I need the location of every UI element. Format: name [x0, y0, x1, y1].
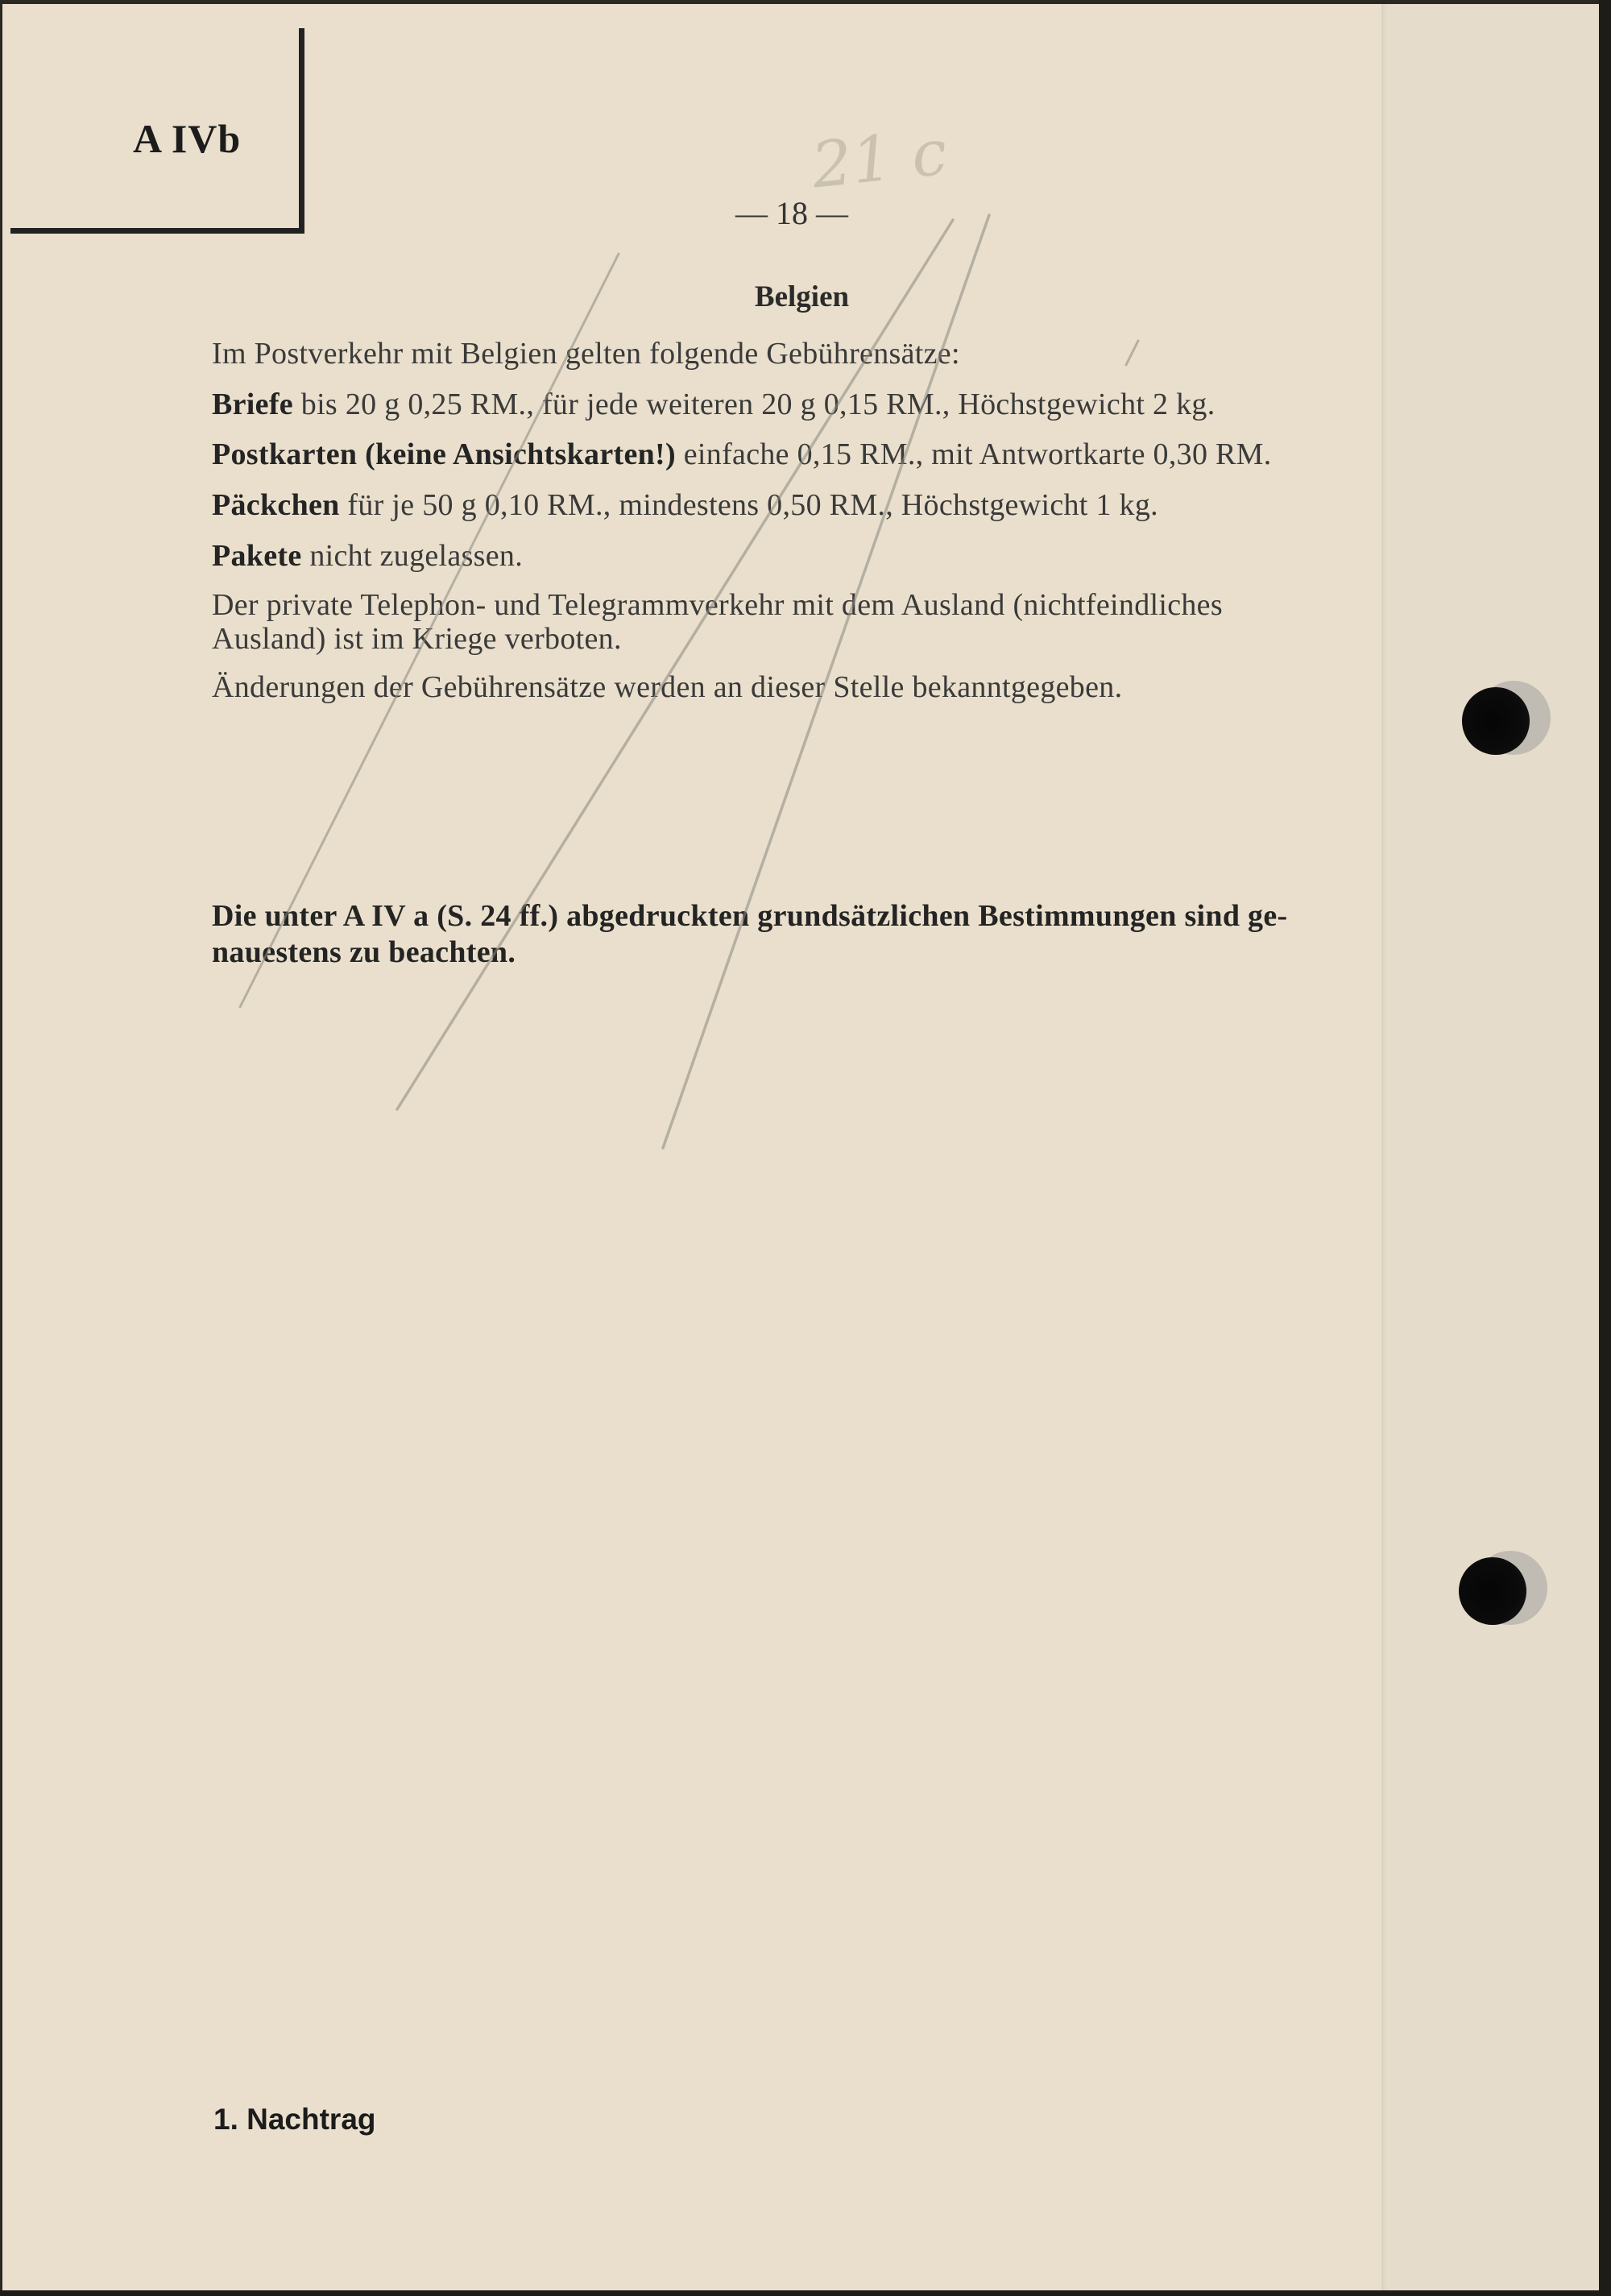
scan-border-right [1599, 0, 1611, 2296]
telephon-line-2: Ausland) ist im Kriege verboten. [212, 622, 622, 656]
pakete-text: nicht zugelassen. [301, 539, 524, 573]
paeckchen-text: für je 50 g 0,10 RM., mindestens 0,50 RM., Höchstgewicht 1 kg. [339, 488, 1158, 522]
heading-text: Belgien [754, 280, 850, 313]
handwritten-note: 21 c [808, 116, 950, 203]
section-label: A IVb [133, 116, 242, 161]
strike-line-2 [397, 220, 953, 1109]
briefe-text: bis 20 g 0,25 RM., für jede weiteren 20 g 0,15 RM., Höchstgewicht 2 kg. [292, 388, 1215, 421]
nachtrag-label: 1. Nachtrag [213, 2103, 376, 2136]
paeckchen-label: Päckchen [212, 488, 340, 522]
punch-hole-top [1462, 687, 1530, 755]
pakete-label: Pakete [212, 539, 302, 573]
intro-line: Im Postverkehr mit Belgien gelten folgende Gebührensätze: [212, 337, 960, 371]
briefe-label: Briefe [212, 388, 293, 421]
bestimmungen-line-1: Die unter A IV a (S. 24 ff.) abgedruckten grundsätzlichen Bestimmungen sind ge- [212, 899, 1288, 933]
scan-border-bottom [0, 2290, 1611, 2296]
aenderungen-line: Änderungen der Gebührensätze werden an dieser Stelle bekanntgegeben. [212, 670, 1123, 704]
strike-line-1 [240, 254, 619, 1007]
telephon-line-1: Der private Telephon- und Telegrammverkehr mit dem Ausland (nichtfeindliches [212, 588, 1223, 622]
strike-line-3 [663, 215, 989, 1148]
postkarten-label: Postkarten (keine Ansichtskarten!) [212, 437, 676, 471]
page-number: — 18 — [735, 195, 848, 231]
punch-hole-bottom [1459, 1557, 1526, 1625]
pencil-strikethrough [2, 4, 1599, 2290]
strike-tick [1126, 341, 1138, 365]
postkarten-text: einfache 0,15 RM., mit Antwortkarte 0,30 RM. [675, 437, 1272, 471]
bestimmungen-line-2: nauestens zu beachten. [212, 935, 516, 969]
